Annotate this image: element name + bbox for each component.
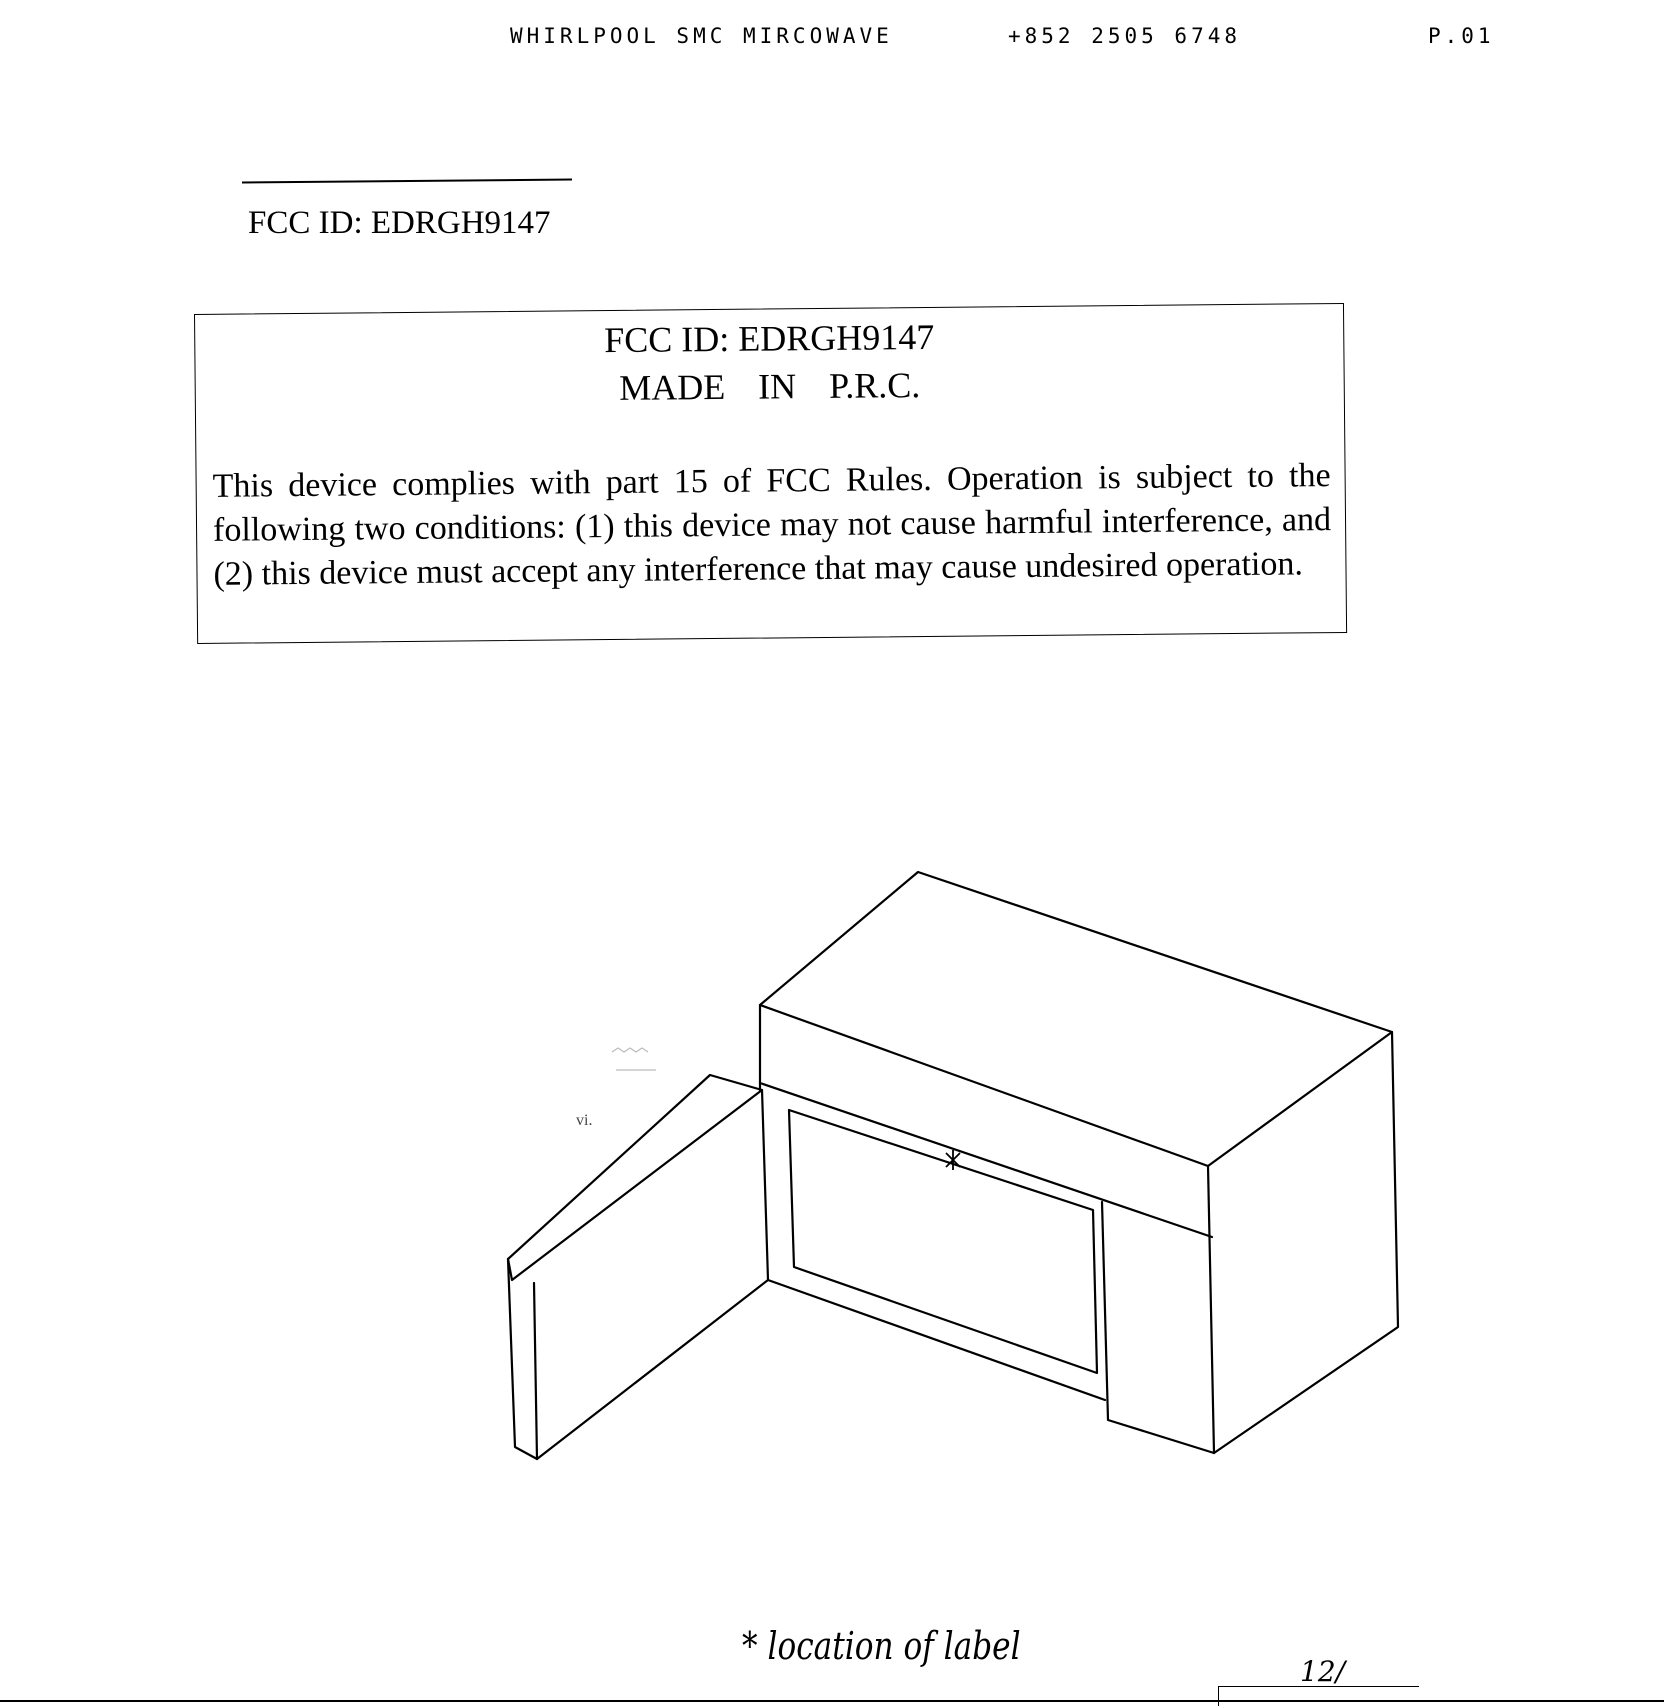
label-compliance-text: This device complies with part 15 of FCC Rules. Operation is subject to the following two conditions: (1) this device may not cause harmful interference, and (2) this device must accept any interference that may cause undesired operation. xyxy=(212,457,1332,593)
open-door-bottom xyxy=(537,1280,768,1459)
control-panel xyxy=(1102,1202,1214,1453)
label-fcc-id: FCC ID: EDRGH9147 xyxy=(604,316,935,361)
door-opening-frame xyxy=(762,1090,1105,1400)
faint-scan-marks xyxy=(612,1048,656,1070)
open-door-edge xyxy=(508,1259,537,1459)
inner-window xyxy=(789,1110,1097,1373)
open-door xyxy=(508,1075,762,1280)
microwave-top-face xyxy=(760,872,1392,1166)
date-stamp-fragment xyxy=(1218,1686,1419,1706)
fax-page-number: P.01 xyxy=(1428,24,1495,48)
label-location-marker xyxy=(946,1150,960,1170)
fax-sender: WHIRLPOOL SMC MIRCOWAVE xyxy=(510,24,893,48)
microwave-front-face xyxy=(760,1005,1214,1453)
bottom-edge-line xyxy=(0,1700,1664,1702)
stray-mark: vi. xyxy=(576,1112,593,1129)
fax-phone: +852 2505 6748 xyxy=(1008,24,1242,48)
handwritten-date: 12/ xyxy=(1300,1655,1346,1688)
fcc-id-line: FCC ID: EDRGH9147 xyxy=(248,205,551,241)
label-location-note: * location of label xyxy=(742,1624,1021,1668)
front-header-line xyxy=(760,1083,1212,1237)
label-made-in: MADE IN P.R.C. xyxy=(619,365,921,408)
